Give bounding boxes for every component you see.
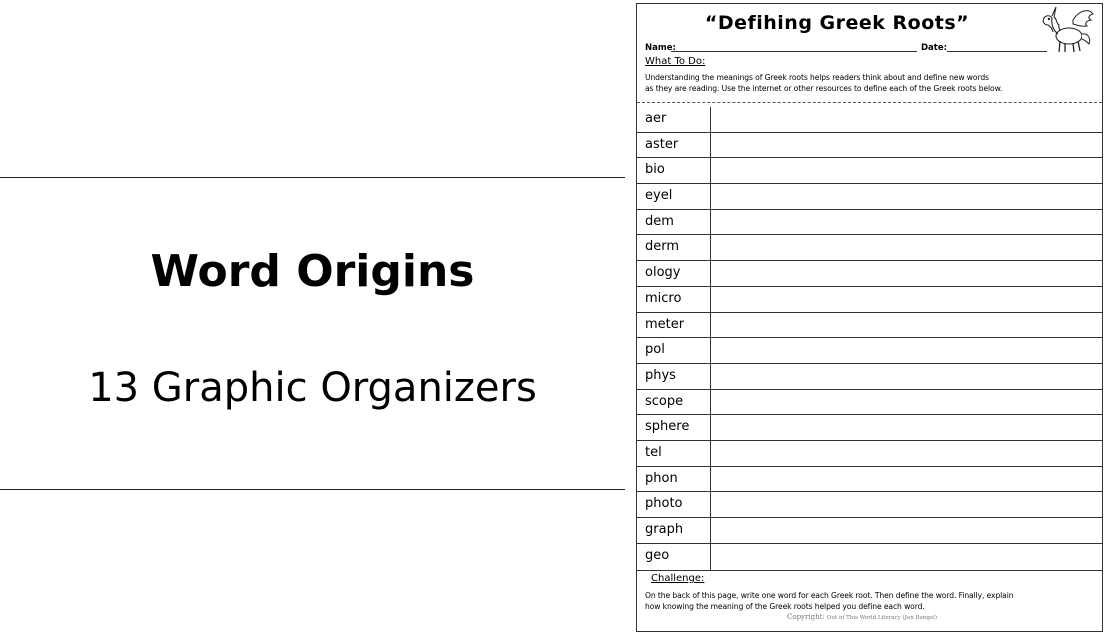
table-row (637, 287, 1102, 313)
roots-table (637, 107, 1102, 569)
table-row (637, 107, 1102, 133)
worksheet-title: “Defihing Greek Roots” (704, 12, 970, 34)
table-row (637, 261, 1102, 287)
cover-subtitle: 13 Graphic Organizers (88, 365, 537, 411)
copyright-owner: Out of This World Literacy (Jen Bengel) (827, 615, 938, 621)
copyright-label: Copyright: (787, 613, 825, 621)
copyright-notice (787, 613, 1007, 621)
root-term: micro (645, 290, 682, 306)
table-row (637, 158, 1102, 184)
root-term: phon (645, 470, 678, 486)
date-blank-line (947, 51, 1047, 52)
unicorn-icon (1039, 6, 1095, 56)
table-row (637, 338, 1102, 364)
table-row (637, 235, 1102, 261)
root-term: geo (645, 547, 670, 563)
table-row (637, 492, 1102, 518)
worksheet-preview (636, 3, 1103, 632)
root-term: photo (645, 496, 683, 512)
table-row (637, 390, 1102, 416)
root-term: dem (645, 213, 674, 229)
root-term: sphere (645, 419, 690, 435)
root-term: aer (645, 111, 667, 126)
root-term: ology (645, 265, 681, 281)
date-label: Date: (921, 43, 948, 53)
challenge-line-2: how knowing the meaning of the Greek roots helped you define each word. (645, 602, 925, 611)
root-term: eyel (645, 188, 673, 204)
name-label: Name: (645, 43, 676, 53)
root-term: tel (645, 444, 662, 460)
column-divider (710, 107, 711, 570)
root-term: phys (645, 367, 676, 383)
root-term: aster (645, 136, 679, 152)
root-term: bio (645, 162, 665, 178)
root-term: scope (645, 393, 684, 409)
top-divider (0, 177, 625, 178)
root-term: meter (645, 316, 685, 332)
table-row (637, 467, 1102, 493)
root-term: graph (645, 522, 684, 537)
root-term: derm (645, 239, 680, 255)
instructions-line-1: Understanding the meanings of Greek roots helps readers think about and define new words (645, 73, 989, 82)
instructions (645, 72, 1095, 94)
cover-title: Word Origins (150, 246, 475, 297)
table-row (637, 544, 1102, 570)
challenge-text (645, 590, 1100, 612)
table-row (637, 184, 1102, 210)
table-row (637, 518, 1102, 544)
challenge-line-1: On the back of this page, write one word for each Greek root. Then define the word. Finally, explain (645, 591, 1014, 600)
root-term: pol (645, 342, 665, 358)
table-row (637, 364, 1102, 390)
what-to-do-label: What To Do: (645, 56, 706, 67)
table-row (637, 210, 1102, 236)
instructions-line-2: as they are reading. Use the internet or other resources to define each of the Greek roots below. (645, 84, 1003, 93)
table-row (637, 415, 1102, 441)
table-row (637, 313, 1102, 339)
table-bottom-rule (637, 570, 1102, 571)
table-row (637, 441, 1102, 467)
table-row (637, 133, 1102, 159)
name-blank-line (671, 51, 917, 52)
challenge-label: Challenge: (651, 573, 705, 584)
bottom-divider (0, 489, 625, 490)
dashed-separator (637, 102, 1102, 103)
